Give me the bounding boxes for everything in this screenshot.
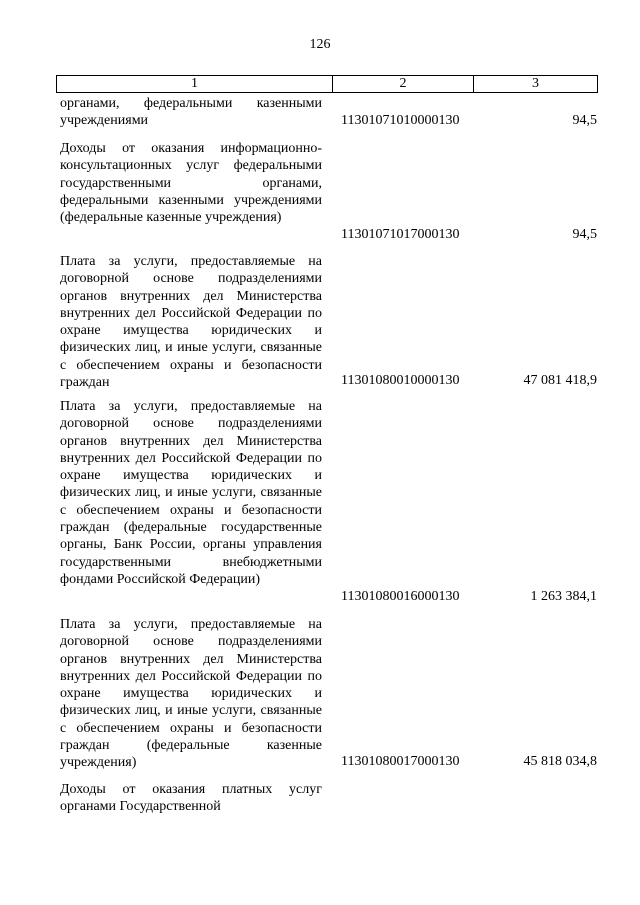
row-code: 11301080016000130	[341, 589, 460, 604]
row-description: Доходы от оказания платных услуг органами Государственной	[60, 782, 322, 815]
table-header	[56, 75, 598, 93]
row-amount: 1 263 384,1	[530, 589, 597, 604]
column-header-3: 3	[532, 76, 539, 91]
column-header-1: 1	[57, 76, 333, 92]
row-description: Плата за услуги, предоставляемые на договорной основе подразделениями органов внутренних дел Министерства внутренних дел Российской Федерации по охране имущества юридических и физических лиц, и иные услуги, связанные с обеспечением охраны и безопасности граждан (федеральные казенные учреждения)	[60, 617, 322, 771]
row-amount: 94,5	[572, 227, 597, 242]
row-code: 11301080017000130	[341, 754, 460, 769]
page-number: 126	[309, 37, 331, 52]
row-description: органами, федеральными казенными учреждениями	[60, 96, 322, 129]
row-description: Плата за услуги, предоставляемые на договорной основе подразделениями органов внутренних дел Министерства внутренних дел Российской Федерации по охране имущества юридических и физических лиц, и иные услуги, связанные с обеспечением охраны и безопасности граждан	[60, 254, 322, 391]
row-amount: 45 818 034,8	[523, 754, 597, 769]
row-code: 11301080010000130	[341, 373, 460, 388]
row-amount: 94,5	[572, 113, 597, 128]
row-code: 11301071017000130	[341, 227, 460, 242]
row-description: Плата за услуги, предоставляемые на договорной основе подразделениями органов внутренних дел Министерства внутренних дел Российской Федерации по охране имущества юридических и физических лиц, и иные услуги, связанные с обеспечением охраны и безопасности граждан (федеральные государственные органы, Банк России, органы управления государственными внебюджетными фондами Российской Федерации)	[60, 399, 322, 587]
row-description: Доходы от оказания информационно-консультационных услуг федеральными государственными органами, федеральными казенными учреждениями (федеральные казенные учреждения)	[60, 141, 322, 226]
row-amount: 47 081 418,9	[523, 373, 597, 388]
column-header-2: 2	[333, 76, 474, 92]
row-code: 11301071010000130	[341, 113, 460, 128]
